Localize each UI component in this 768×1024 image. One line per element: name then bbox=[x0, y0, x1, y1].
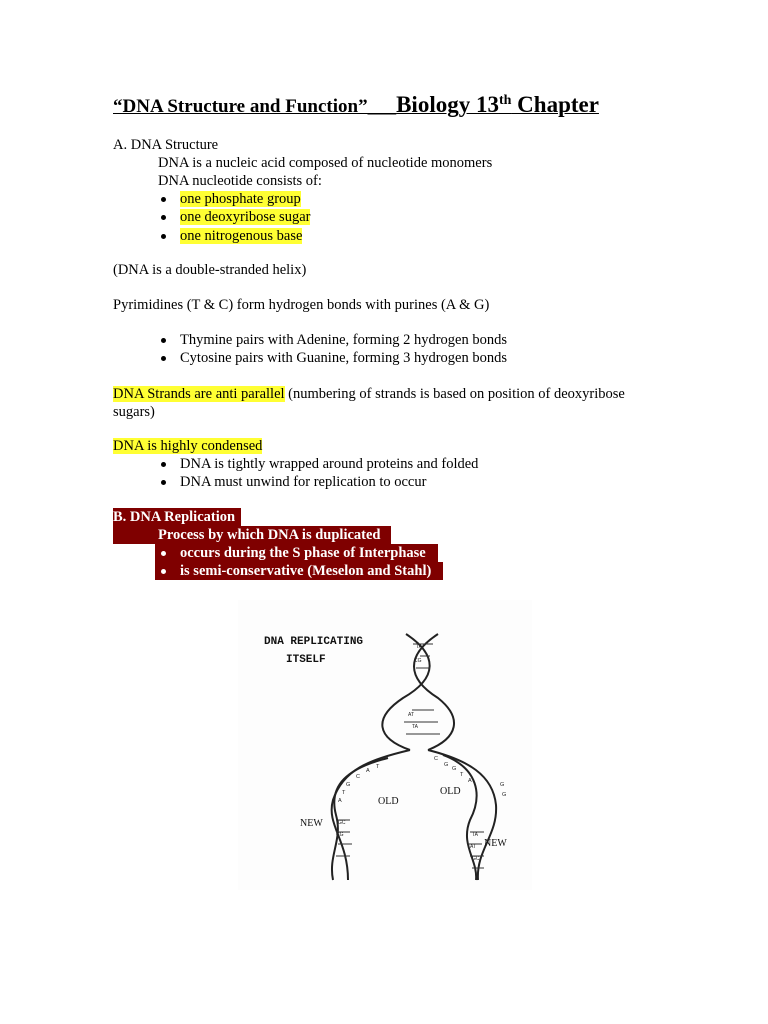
base-pair-label: CG bbox=[336, 832, 344, 838]
figure-title-line2: ITSELF bbox=[286, 654, 326, 666]
section-a-line2: DNA nucleotide consists of: bbox=[158, 173, 322, 189]
bullet-dot bbox=[161, 197, 166, 202]
label-old-left: OLD bbox=[378, 796, 399, 807]
base-pair-label: TA bbox=[416, 644, 423, 650]
base-label: T bbox=[460, 772, 464, 778]
replication-bullet-2: is semi-conservative (Meselon and Stahl) bbox=[180, 563, 432, 579]
dna-helix-drawing bbox=[238, 600, 532, 890]
bullet-dot bbox=[161, 569, 166, 574]
bullet-dot bbox=[161, 462, 166, 467]
base-label: C bbox=[356, 774, 360, 780]
base-label: A bbox=[338, 798, 342, 804]
base-pair-label: GC bbox=[472, 856, 480, 862]
base-label: T bbox=[376, 764, 380, 770]
base-pair-label: CG bbox=[414, 658, 422, 664]
section-a-line1: DNA is a nucleic acid composed of nucleotide monomers bbox=[158, 155, 493, 171]
base-pair-label: AT bbox=[470, 844, 477, 850]
pairing-bullet-2: Cytosine pairs with Guanine, forming 3 hydrogen bonds bbox=[180, 350, 508, 366]
antiparallel-highlight: DNA Strands are anti parallel bbox=[113, 386, 285, 402]
bullet-dot bbox=[161, 338, 166, 343]
bullet-dot bbox=[161, 551, 166, 556]
section-b-heading: B. DNA Replication bbox=[113, 509, 236, 525]
condensed-bullet-1: DNA is tightly wrapped around proteins and folded bbox=[180, 456, 479, 472]
nucleotide-part-2: one deoxyribose sugar bbox=[180, 209, 311, 225]
bullet-dot bbox=[161, 480, 166, 485]
base-label: G bbox=[444, 762, 449, 768]
base-pair-label: AT bbox=[408, 712, 415, 718]
base-label: A bbox=[366, 768, 370, 774]
base-label: A bbox=[468, 778, 472, 784]
base-label: T bbox=[342, 790, 346, 796]
bullet-dot bbox=[161, 356, 166, 361]
label-new-right: NEW bbox=[484, 838, 507, 849]
antiparallel-rest: (numbering of strands is based on position of deoxyribose bbox=[284, 386, 625, 402]
pairing-bullet-1: Thymine pairs with Adenine, forming 2 hydrogen bonds bbox=[180, 332, 508, 348]
title-course: Biology 13 bbox=[396, 92, 499, 117]
nucleotide-part-1: one phosphate group bbox=[180, 191, 301, 207]
label-new-left: NEW bbox=[300, 818, 323, 829]
title-topic: “DNA Structure and Function” bbox=[113, 96, 368, 117]
base-pair-label: TA bbox=[412, 724, 419, 730]
section-b-line1: Process by which DNA is duplicated bbox=[158, 527, 381, 543]
dna-replication-figure bbox=[238, 600, 532, 890]
condensed-heading: DNA is highly condensed bbox=[113, 438, 263, 454]
helix-note: (DNA is a double-stranded helix) bbox=[113, 262, 307, 278]
base-label: G bbox=[452, 766, 457, 772]
antiparallel-cont: sugars) bbox=[113, 404, 155, 420]
base-label: G bbox=[500, 782, 505, 788]
title-chapter: Chapter bbox=[511, 92, 599, 117]
bullet-dot bbox=[161, 234, 166, 239]
base-label: G bbox=[502, 792, 507, 798]
pyrimidines-text: Pyrimidines (T & C) form hydrogen bonds with purines (A & G) bbox=[113, 297, 490, 313]
section-a-heading: A. DNA Structure bbox=[113, 137, 219, 153]
title-separator: ___ bbox=[367, 96, 397, 117]
base-pair-label: GC bbox=[338, 820, 346, 826]
document-title bbox=[113, 86, 599, 127]
base-label: C bbox=[434, 756, 438, 762]
title-superscript: th bbox=[498, 93, 512, 108]
bullet-dot bbox=[161, 215, 166, 220]
base-label: G bbox=[346, 782, 351, 788]
condensed-bullet-2: DNA must unwind for replication to occur bbox=[180, 474, 427, 490]
antiparallel-line bbox=[113, 385, 625, 403]
figure-title-line1: DNA REPLICATING bbox=[264, 636, 364, 648]
base-pair-label: TA bbox=[472, 832, 479, 838]
nucleotide-part-3: one nitrogenous base bbox=[180, 228, 303, 244]
replication-bullet-1: occurs during the S phase of Interphase bbox=[180, 545, 426, 561]
label-old-right: OLD bbox=[440, 786, 461, 797]
